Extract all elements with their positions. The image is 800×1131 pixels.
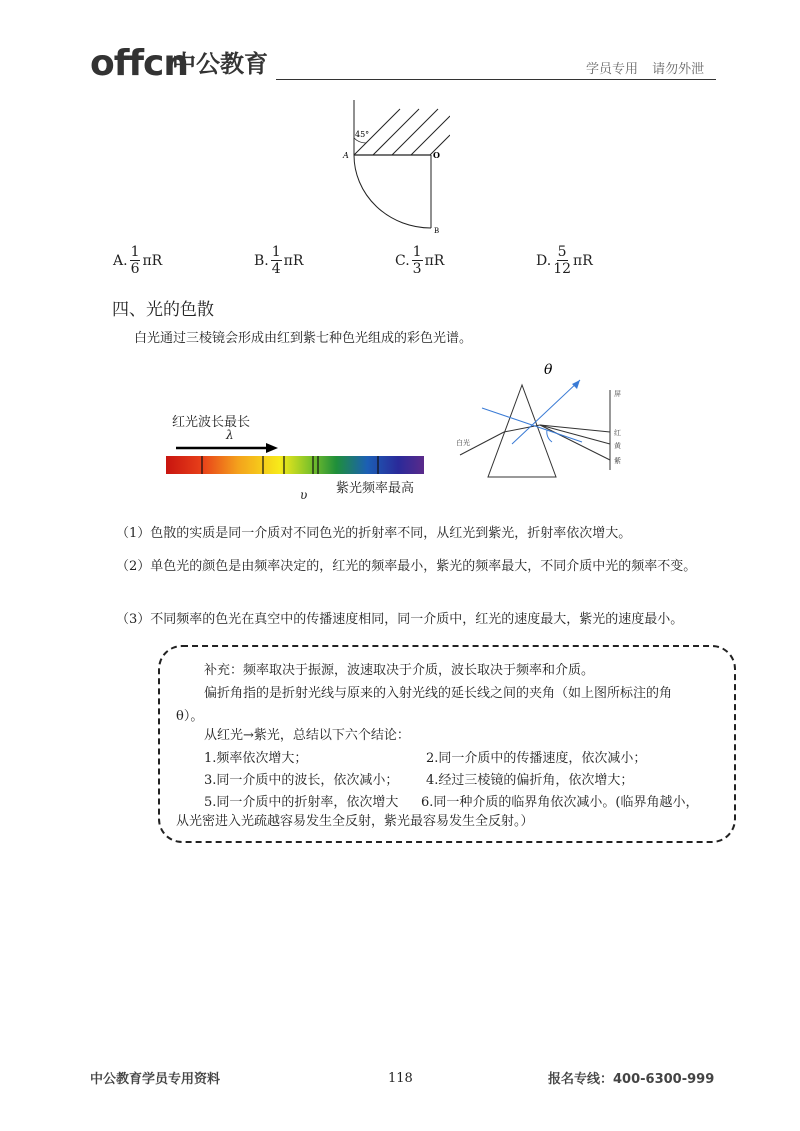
option-b — [254, 244, 303, 277]
footer-left: 中公教育学员专用资料 — [90, 1072, 221, 1087]
option-suffix: πR — [424, 252, 445, 269]
lambda-symbol: λ — [226, 428, 234, 442]
header-rule — [276, 79, 716, 80]
conclusion-6: 6.同一种介质的临界角依次减小。(临界角越小， — [421, 795, 699, 810]
yellow-label: 黄 — [614, 442, 621, 450]
option-c — [395, 244, 444, 277]
conclusion-4: 4.经过三棱镜的偏折角，依次增大； — [426, 773, 634, 788]
option-d — [536, 244, 593, 277]
option-a — [113, 244, 162, 277]
supplement-line-1: 补充：频率取决于振源，波速取决于介质，波长取决于频率和介质。 — [204, 663, 595, 678]
option-suffix: πR — [573, 252, 593, 269]
nu-symbol: υ — [300, 488, 308, 502]
point-a-label: A — [343, 151, 349, 160]
logo-offcn: offcn — [90, 43, 189, 84]
conclusion-3: 3.同一介质中的波长，依次减小； — [204, 773, 399, 788]
violet-label: 紫 — [614, 457, 621, 465]
spectrum-diagram — [166, 440, 424, 476]
normal-line — [512, 380, 580, 444]
footer-right: 报名专线：400-6300-999 — [548, 1072, 715, 1087]
screen-label: 屏 — [614, 390, 621, 398]
point-3: （3）不同频率的色光在真空中的传播速度相同，同一介质中，红光的速度最大，紫光的速度最小。 — [116, 612, 684, 627]
red-label: 红 — [614, 429, 621, 437]
header-tagline: 学员专用 请勿外泄 — [586, 62, 705, 77]
denominator: 6 — [130, 261, 140, 277]
fraction — [130, 244, 141, 277]
conclusion-1: 1.频率依次增大； — [204, 751, 308, 766]
fraction — [271, 244, 282, 277]
option-letter: B. — [254, 252, 269, 269]
numerator: 1 — [271, 244, 281, 260]
option-suffix: πR — [283, 252, 304, 269]
fraction — [553, 244, 571, 277]
denominator: 4 — [271, 261, 281, 277]
quarter-circle-diagram — [340, 100, 450, 240]
point-1: （1）色散的实质是同一介质对不同色光的折射率不同，从红光到紫光，折射率依次增大。 — [116, 526, 632, 541]
white-light-label: 白光 — [456, 439, 470, 447]
page-number: 118 — [388, 1071, 413, 1086]
point-b-label: B — [434, 227, 440, 235]
conclusion-5: 5.同一介质中的折射率，依次增大 — [204, 795, 399, 810]
conclusion-2: 2.同一介质中的传播速度，依次减小； — [426, 751, 647, 766]
supplement-line-8: 从光密进入光疏越容易发生全反射，紫光最容易发生全反射。） — [176, 814, 534, 829]
point-o-label: O — [433, 150, 440, 160]
option-letter: D. — [536, 252, 552, 269]
prism-shape — [488, 385, 556, 477]
option-letter: C. — [395, 252, 410, 269]
spectrum-band — [166, 456, 424, 474]
angle-label: 45° — [355, 130, 370, 139]
section-intro: 白光通过三棱镜会形成由红到紫七种色光组成的彩色光谱。 — [134, 331, 473, 346]
section-heading: 四、光的色散 — [112, 300, 214, 320]
spectrum-top-label: 红光波长最长 — [172, 415, 251, 430]
wavelength-arrow-head — [266, 443, 278, 453]
violet-ray — [540, 425, 610, 460]
numerator: 5 — [557, 244, 567, 260]
spectrum-bottom-label: 紫光频率最高 — [336, 481, 415, 496]
supplement-line-4: 从红光→紫光，总结以下六个结论： — [204, 728, 410, 743]
fraction — [412, 244, 423, 277]
logo-chinese: 中公教育 — [172, 50, 268, 78]
numerator: 1 — [412, 244, 422, 260]
supplement-line-2: 偏折角指的是折射光线与原来的入射光线的延长线之间的夹角（如上图所标注的角 — [204, 686, 673, 701]
supplement-line-3: θ）。 — [176, 709, 204, 724]
prism-diagram — [452, 360, 632, 485]
denominator: 12 — [553, 261, 572, 277]
option-letter: A. — [113, 252, 128, 269]
theta-label: θ — [544, 362, 553, 378]
option-suffix: πR — [142, 252, 163, 269]
numerator: 1 — [130, 244, 140, 260]
denominator: 3 — [412, 261, 422, 277]
point-2: （2）单色光的颜色是由频率决定的，红光的频率最小，紫光的频率最大，不同介质中光的频率不变。 — [116, 559, 697, 574]
